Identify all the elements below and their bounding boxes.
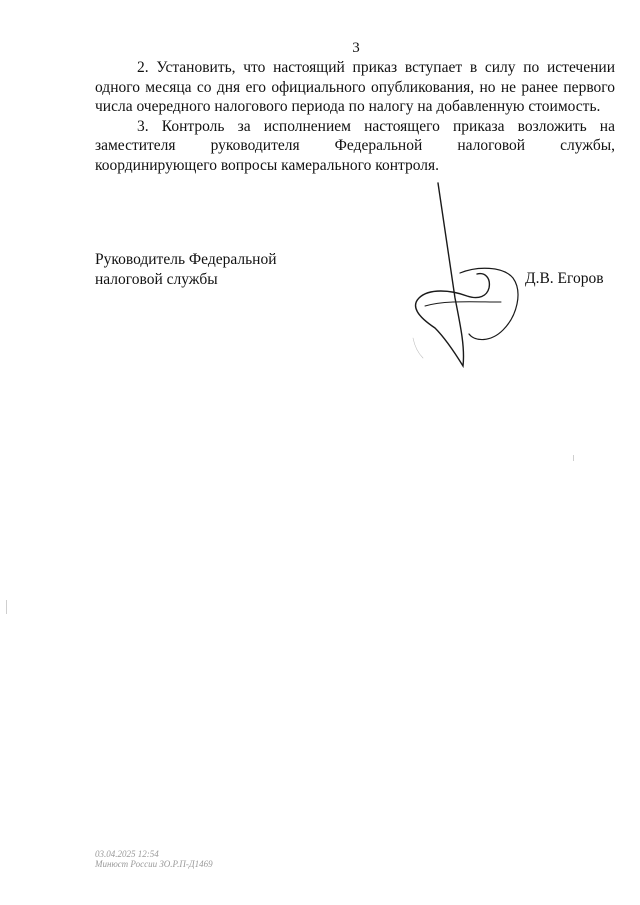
- signatory-position-line2: налоговой службы: [95, 270, 218, 288]
- paragraph-3: 3. Контроль за исполнением настоящего приказа возложить на заместителя руководителя Федеральной налоговой службы, координирующего вопросы камерального контроля.: [95, 117, 615, 174]
- paragraph-2: 2. Установить, что настоящий приказ вступает в силу по истечении одного месяца со дня его официального опубликования, но не ранее первого числа очередного налогового периода по налогу на добавленную стоимость.: [95, 59, 615, 115]
- page-number: 3: [352, 40, 360, 56]
- scan-artifact: [6, 600, 7, 614]
- footer-timestamp: 03.04.2025 12:54: [95, 849, 159, 859]
- scan-artifact: [573, 455, 574, 461]
- signatory-name: Д.В. Егоров: [525, 270, 604, 287]
- signatory-position-line1: Руководитель Федеральной: [95, 251, 277, 268]
- footer-registration: Минюст России ЗО.Р.П-Д1469: [95, 859, 213, 869]
- handwritten-signature: [405, 178, 535, 378]
- signatory-position: [95, 250, 277, 289]
- document-body: [95, 58, 615, 175]
- document-footer: [95, 849, 213, 869]
